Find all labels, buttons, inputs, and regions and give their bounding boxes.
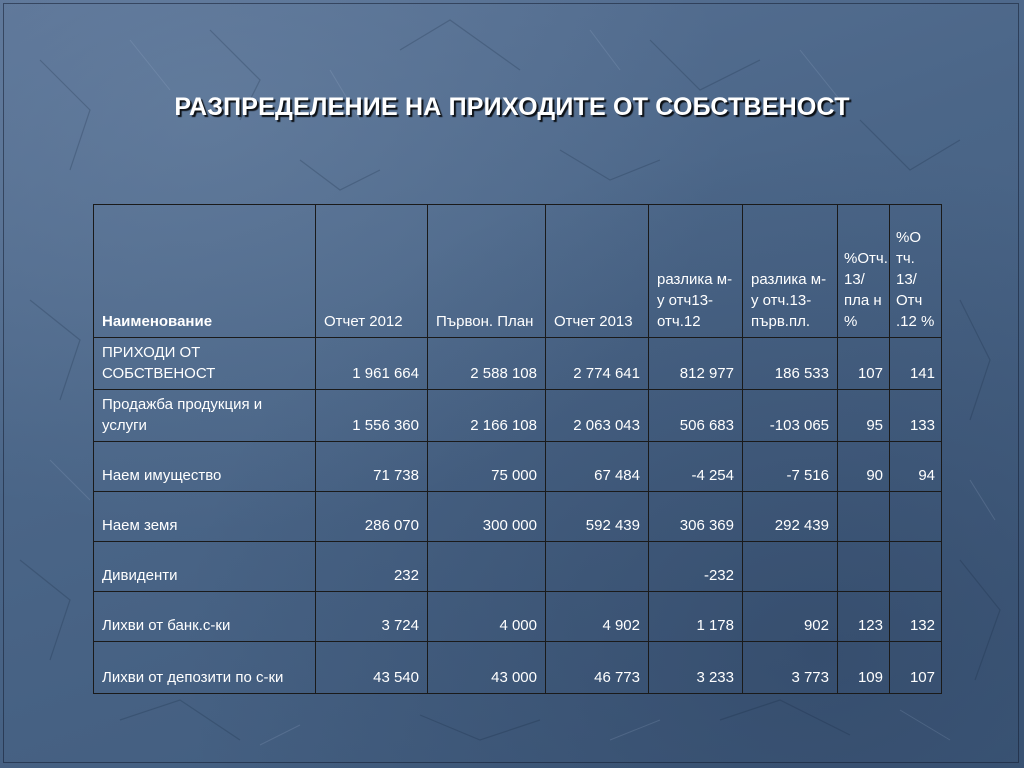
cell-initial-plan: 75 000 [428,442,546,492]
table-row [94,338,942,390]
cell-report-2012: 3 724 [316,592,428,642]
cell-diff-13-12: 506 683 [649,390,743,442]
cell-diff-13-plan: 186 533 [743,338,838,390]
cell-diff-13-plan: 902 [743,592,838,642]
cell-pct-13-12: 94 [890,442,942,492]
cell-initial-plan: 4 000 [428,592,546,642]
cell-report-2013 [546,542,649,592]
header-diff-13-plan: разлика м-у отч.13-първ.пл. [743,205,838,338]
cell-report-2013: 46 773 [546,642,649,694]
cell-pct-13-12: 132 [890,592,942,642]
cell-diff-13-12: 1 178 [649,592,743,642]
cell-diff-13-12: 812 977 [649,338,743,390]
table-row [94,492,942,542]
cell-pct-13-plan [838,492,890,542]
header-pct-13-12: %О тч. 13/ Отч .12 % [890,205,942,338]
header-diff-13-12: разлика м-у отч13-отч.12 [649,205,743,338]
cell-diff-13-plan: -103 065 [743,390,838,442]
cell-report-2012: 43 540 [316,642,428,694]
header-name: Наименование [94,205,316,338]
header-pct-13-plan: %Отч. 13/пла н % [838,205,890,338]
row-label: Дивиденти [94,542,316,592]
row-label: Наем имущество [94,442,316,492]
cell-pct-13-12 [890,492,942,542]
cell-pct-13-plan: 109 [838,642,890,694]
cell-initial-plan [428,542,546,592]
cell-report-2012: 232 [316,542,428,592]
cell-report-2012: 286 070 [316,492,428,542]
table-row [94,442,942,492]
cell-initial-plan: 43 000 [428,642,546,694]
cell-pct-13-plan: 90 [838,442,890,492]
table-header-row [94,205,942,338]
table-row [94,390,942,442]
cell-report-2013: 592 439 [546,492,649,542]
cell-pct-13-plan [838,542,890,592]
row-label: Лихви от банк.с-ки [94,592,316,642]
table-row [94,542,942,592]
row-label: ПРИХОДИ ОТ СОБСТВЕНОСТ [94,338,316,390]
cell-pct-13-plan: 95 [838,390,890,442]
cell-report-2013: 4 902 [546,592,649,642]
cell-diff-13-12: -4 254 [649,442,743,492]
cell-diff-13-plan: -7 516 [743,442,838,492]
row-label: Лихви от депозити по с-ки [94,642,316,694]
revenue-table [93,204,942,694]
cell-initial-plan: 2 588 108 [428,338,546,390]
header-initial-plan: Първон. План [428,205,546,338]
cell-pct-13-plan: 123 [838,592,890,642]
cell-pct-13-plan: 107 [838,338,890,390]
row-label: Наем земя [94,492,316,542]
slide-title: РАЗПРЕДЕЛЕНИЕ НА ПРИХОДИТЕ ОТ СОБСТВЕНОСТ [174,93,850,121]
cell-report-2012: 71 738 [316,442,428,492]
cell-pct-13-12: 133 [890,390,942,442]
cell-diff-13-plan: 292 439 [743,492,838,542]
cell-report-2013: 2 063 043 [546,390,649,442]
cell-diff-13-plan: 3 773 [743,642,838,694]
cell-pct-13-12: 141 [890,338,942,390]
table-row [94,642,942,694]
cell-report-2012: 1 556 360 [316,390,428,442]
cell-report-2013: 67 484 [546,442,649,492]
cell-pct-13-12: 107 [890,642,942,694]
cell-report-2012: 1 961 664 [316,338,428,390]
table-row [94,592,942,642]
header-report-2012: Отчет 2012 [316,205,428,338]
cell-diff-13-12: 306 369 [649,492,743,542]
row-label: Продажба продукция и услуги [94,390,316,442]
header-report-2013: Отчет 2013 [546,205,649,338]
cell-report-2013: 2 774 641 [546,338,649,390]
cell-diff-13-12: 3 233 [649,642,743,694]
cell-initial-plan: 2 166 108 [428,390,546,442]
cell-pct-13-12 [890,542,942,592]
cell-diff-13-plan [743,542,838,592]
cell-diff-13-12: -232 [649,542,743,592]
cell-initial-plan: 300 000 [428,492,546,542]
